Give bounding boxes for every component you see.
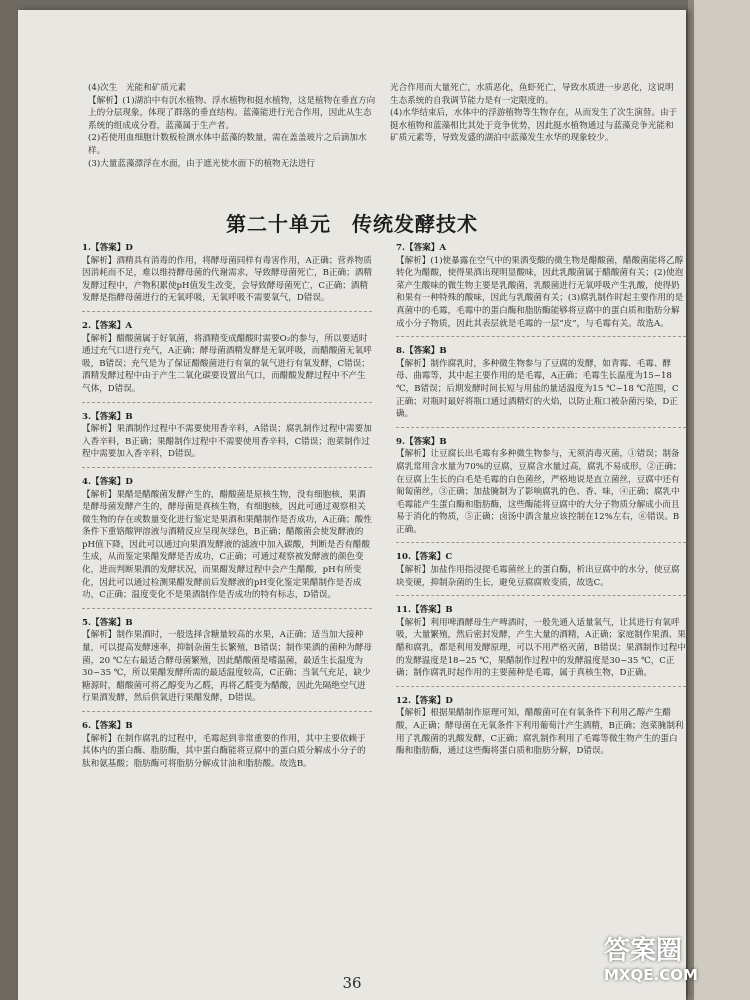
answer-label: 6.【答案】B: [82, 721, 133, 731]
divider: [82, 402, 372, 403]
top-right-column: [390, 82, 678, 145]
question-item: [396, 345, 686, 428]
page-spine: [688, 0, 694, 1000]
divider: [82, 311, 372, 312]
explanation-text: 【解析】醋酸菌属于好氧菌，将酒精变成醋酸时需要O₂的参与，所以要适时通过充气口进行充气，A正确；酵母菌酒精发酵是无氧呼吸，而醋酸菌无氧呼吸，B错误；充气是为了保证醋酸菌进行有氧的氧气进行有氧发酵，C错误；酒精发酵过程中由于产生二氧化碳要设置出气口，而醋酸发酵过程中不产生气体，D错误。: [82, 333, 372, 394]
watermark-logo-text: 答案圈: [604, 936, 683, 966]
divider: [396, 427, 686, 428]
answer-label: 8.【答案】B: [396, 346, 447, 357]
question-item: [82, 720, 372, 770]
explanation-text: 【解析】制作腐乳时，多种微生物参与了豆腐的发酵，如青霉、毛霉、酵母、曲霉等，其中起主要作用的是毛霉，A正确；毛霉生长温度为15~18 ℃，B错误；后期发酵时间长短与用盐的量适温度为15 ℃~18 ℃范围，C正确；对瓶时最好将瓶口通过酒精灯的火焰，以防止瓶口被杂菌污染，D正确。: [396, 358, 679, 420]
answer-label: 12.【答案】D: [396, 695, 453, 706]
answer-label: 11.【答案】B: [396, 605, 453, 616]
explanation-text: 【解析】(1)使暴露在空气中的果酒变酸的微生物是醋酸菌，醋酸菌能将乙醇转化为醋酸，使得果酒出现明显酸味，因此乳酸菌属于醋酸菌有关；(2)使泡菜产生酸味的微生物主要是乳酸菌，乳酸菌进行无氧呼吸产生乳酸，使得奶和果有一种特殊的酸味，因此与乳酸菌有关；(3)腐乳制作时起主要作用的是真菌中的毛霉，毛霉中的蛋白酶和脂肪酶能够将豆腐中的蛋白质和脂肪分解成小分子物质，因此其表层就是毛霉的一层“皮”，与毛霉有关。故选A。: [396, 255, 684, 329]
explanation-text: 【解析】制作果酒时，一般选择含糖量较高的水果，A正确；适当加大接种量，可以提高发酵速率，抑制杂菌生长繁殖，B错误；制作果酒的菌种为酵母菌，20 ℃左右最适合酵母菌繁殖，因此醋酸菌是嗜温菌，最适生长温度为30~35 ℃，所以果醋发酵所需的最适温度较高，C正确；当氧气充足，缺少糖源时，醋酸菌可将乙醇变为乙醛，再将乙醛变为醋酸，因此先隔绝空气进行果酒发酵，然后供氧进行果醋发酵，D错误。: [82, 630, 372, 704]
explanation-text: 【解析】果醋是醋酸菌发酵产生的，醋酸菌是原核生物，没有细胞核，果酒是酵母菌发酵产生的，酵母菌是真核生物，有细胞核，因此可通过观察相关微生物的存在或数量变化进行鉴定是果酒和果醋制作是否成功，A正确；酸性条件下重铬酸钾溶液与酒精反应呈现灰绿色，B正确；醋酸菌会使发酵液的pH值下降，因此可以通过向果酒发酵液的滤液中加入碳酸，判断是否有醋酸生成，从而鉴定果醋发酵是否成功，C正确；可通过观察被发酵液的颜色变化，进而判断果酒的发酵状况，而果醋发酵过程中会产生醋酸，pH有所变化，因此可以通过检测果醋发酵前后发酵液的pH变化鉴定果醋制作是否成功，C正确；温度变化不是果酒制作是否成功的特有标志，D错误。: [82, 489, 372, 601]
explanation-text: 【解析】果酒制作过程中不需要使用香辛料，A错误；腐乳制作过程中需要加入香辛料，B正确；果醋制作过程中不需要使用香辛料，C错误；泡菜制作过程中需要加入香辛料，D错误。: [82, 424, 372, 460]
page-number: 36: [342, 974, 362, 992]
unit-title: 第二十单元 传统发酵技术: [226, 212, 478, 236]
question-item: [82, 617, 372, 712]
site-watermark: [604, 936, 744, 996]
question-item: [82, 476, 372, 609]
answer-label: 10.【答案】C: [396, 552, 453, 563]
answer-label: 9.【答案】B: [396, 436, 447, 447]
top-right-line: 光合作用而大量死亡，水质恶化，鱼虾死亡，导致水质进一步恶化，这说明生态系统的自我调节能力是有一定限度的。: [390, 83, 674, 106]
explanation-text: 【解析】加盐作用指浸提毛霉菌丝上的蛋白酶，析出豆腐中的水分，使豆腐块变硬，抑制杂菌的生长，避免豆腐腐败变质，故选C。: [396, 565, 680, 588]
question-item: [396, 695, 686, 758]
question-item: [82, 411, 372, 468]
question-item: [82, 242, 372, 312]
explanation-text: 【解析】让豆腐长出毛霉有多种微生物参与，无须消毒灭菌，①错误；制备腐乳常用含水量为70%的豆腐，豆腐含水量过高，腐乳不易成形，②正确；在豆腐上生长的白毛是毛霉的白色菌丝，严格地说是直立菌丝，豆腐中还有匍匐菌丝，③正确；加盐腌制为了影响腐乳的色、香、味，④正确；腐乳中毛霉能产生蛋白酶和脂肪酶，这些酶能将豆腐中的大分子物质分解成小而且易于消化的物质，⑤正确；卤汤中酒含量应该控制在12%左右，⑥错误。B正确。: [396, 449, 682, 535]
book-page: [18, 10, 686, 1000]
divider: [396, 686, 686, 687]
divider: [82, 608, 372, 609]
question-item: [396, 604, 686, 687]
question-item: [396, 551, 686, 596]
answer-label: 7.【答案】A: [396, 243, 447, 253]
question-item: [396, 242, 686, 337]
right-answer-column: [396, 242, 686, 766]
facing-page: [688, 0, 750, 1000]
watermark-url: MXQE.COM: [604, 966, 698, 984]
top-left-line: (2)若使用血细胞计数板检测水体中蓝藻的数量，需在盖盖玻片之后滴加水样。: [88, 133, 367, 156]
divider: [82, 711, 372, 712]
divider: [396, 542, 686, 543]
explanation-text: 【解析】酒精具有消毒的作用，将酵母菌同样有毒害作用，A正确；营养物质因消耗而不足，难以维持酵母菌的代谢需求，导致酵母菌死亡，B正确；酒精发酵过程中，产物积累使pH值发生改变，会导致酵母菌死亡，C正确；酒精发酵是指酵母菌进行的无氧呼吸，无氧呼吸不需要氧气，D错误。: [82, 255, 372, 304]
top-left-line: 【解析】(1)湖泊中有沉水植物、浮水植物和挺水植物，这是植物在垂直方向上的分层现象，体现了群落的垂直结构。蓝藻能进行光合作用，因此从生态系统的组成成分看，蓝藻属于生产者。: [88, 95, 376, 131]
explanation-text: 【解析】利用啤酒酵母生产啤酒时，一般先通入适量氧气，让其进行有氧呼吸，大量繁殖，然后密封发酵，产生大量的酒精，A正确；家庭制作果酒、果醋和腐乳，都是利用发酵原理，可以不用严格灭菌，B错误；果酒制作过程中的发酵温度是18~25 ℃，果醋制作过程中的发酵温度是30~35 ℃，C正确；制作腐乳时起作用的主要菌种是毛霉，属于真核生物，D正确。: [396, 617, 686, 679]
left-answer-column: [82, 242, 372, 778]
top-left-line: (3)大量蓝藻漂浮在水面，由于遮光使水面下的植物无法进行: [88, 158, 316, 169]
answer-label: 3.【答案】B: [82, 411, 133, 422]
previous-answer-block: [88, 82, 678, 200]
top-left-line: (4)次生 光能和矿质元素: [88, 83, 187, 93]
answer-label: 4.【答案】D: [82, 476, 133, 487]
divider: [396, 336, 686, 337]
divider: [82, 467, 372, 468]
divider: [396, 595, 686, 596]
top-right-line: (4)水华结束后，水体中的浮游植物等生物存在，从而发生了次生演替。由于挺水植物和蓝藻相比其处于竞争优势，因此挺水植物通过与蓝藻竞争光能和矿质元素等，导致发盛的湖泊中蓝藻发生水华的现象较少。: [390, 108, 678, 144]
explanation-text: 【解析】在制作腐乳的过程中，毛霉起到非常重要的作用，其中主要依赖于其体内的蛋白酶、脂肪酶，其中蛋白酶能将豆腐中的蛋白质分解成小分子的肽和氨基酸；脂肪酶可将脂肪分解成甘油和脂肪酸。故选B。: [82, 733, 366, 769]
question-item: [82, 320, 372, 403]
answer-label: 2.【答案】A: [82, 320, 133, 331]
answer-label: 1.【答案】D: [82, 243, 133, 253]
answer-label: 5.【答案】B: [82, 617, 133, 628]
top-left-column: [88, 82, 376, 170]
explanation-text: 【解析】根据果醋制作原理可知，醋酸菌可在有氧条件下利用乙醇产生醋酸，A正确；酵母菌在无氧条件下利用葡萄汁产生酒精，B正确；泡菜腌制利用了乳酸菌的乳酸发酵，C正确；腐乳制作利用了毛霉等微生物产生的蛋白酶和脂肪酶，通过这些酶将蛋白质和脂肪分解，D错误。: [396, 708, 684, 757]
question-item: [396, 436, 686, 544]
